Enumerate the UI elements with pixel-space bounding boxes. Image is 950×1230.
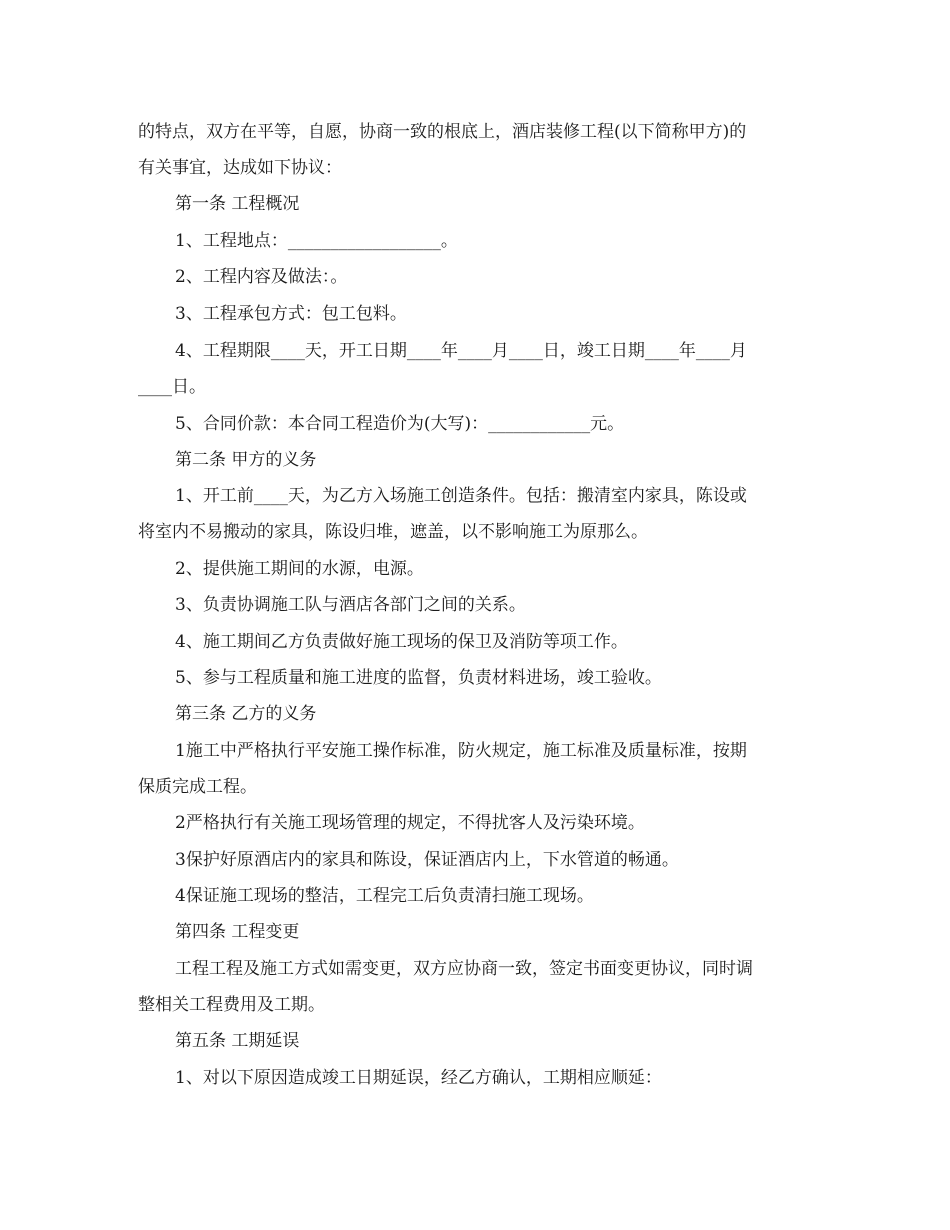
article-heading: 第四条 工程变更	[175, 922, 300, 942]
article-heading: 第五条 工期延误	[175, 1031, 300, 1051]
article-heading: 第一条 工程概况	[175, 194, 300, 214]
clause-line: 5、参与工程质量和施工进度的监督，负责材料进场，竣工验收。	[175, 668, 662, 688]
paragraph-continuation-line: 的特点，双方在平等，自愿，协商一致的根底上，酒店装修工程(以下简称甲方)的	[138, 122, 747, 142]
clause-line: 1、对以下原因造成竣工日期延误，经乙方确认，工期相应顺延：	[175, 1068, 662, 1088]
clause-line: 4、工程期限____天，开工日期____年____月____日，竣工日期____年____月	[175, 341, 747, 361]
paragraph-continuation-line: 有关事宜，达成如下协议：	[138, 158, 342, 178]
clause-line: 3、负责协调施工队与酒店各部门之间的关系。	[175, 595, 526, 615]
clause-line: 2、提供施工期间的水源，电源。	[175, 559, 424, 579]
clause-continuation-line: 整相关工程费用及工期。	[138, 995, 325, 1015]
clause-line: 4、施工期间乙方负责做好施工现场的保卫及消防等项工作。	[175, 632, 628, 652]
clause-line: 1、开工前____天，为乙方入场施工创造条件。包括：搬清室内家具，陈设或	[175, 486, 747, 506]
clause-line: 5、合同价款：本合同工程造价为(大写)：____________元。	[175, 414, 625, 434]
clause-continuation-line: ____日。	[138, 377, 206, 397]
clause-line: 1、工程地点：__________________。	[175, 231, 458, 251]
clause-continuation-line: 将室内不易搬动的家具，陈设归堆，遮盖，以不影响施工为原那么。	[138, 522, 648, 542]
clause-line: 2严格执行有关施工现场管理的规定，不得扰客人及污染环境。	[175, 813, 645, 833]
clause-line: 1施工中严格执行平安施工操作标准，防火规定，施工标准及质量标准，按期	[175, 741, 747, 761]
article-heading: 第三条 乙方的义务	[175, 704, 317, 724]
clause-line: 4保证施工现场的整洁，工程完工后负责清扫施工现场。	[175, 886, 594, 906]
clause-line: 2、工程内容及做法：。	[175, 267, 348, 287]
article-heading: 第二条 甲方的义务	[175, 450, 317, 470]
clause-line: 3保护好原酒店内的家具和陈设，保证酒店内上，下水管道的畅通。	[175, 850, 679, 870]
clause-line: 3、工程承包方式：包工包料。	[175, 304, 407, 324]
clause-line: 工程工程及施工方式如需变更，双方应协商一致，签定书面变更协议，同时调	[175, 959, 753, 979]
clause-continuation-line: 保质完成工程。	[138, 777, 257, 797]
